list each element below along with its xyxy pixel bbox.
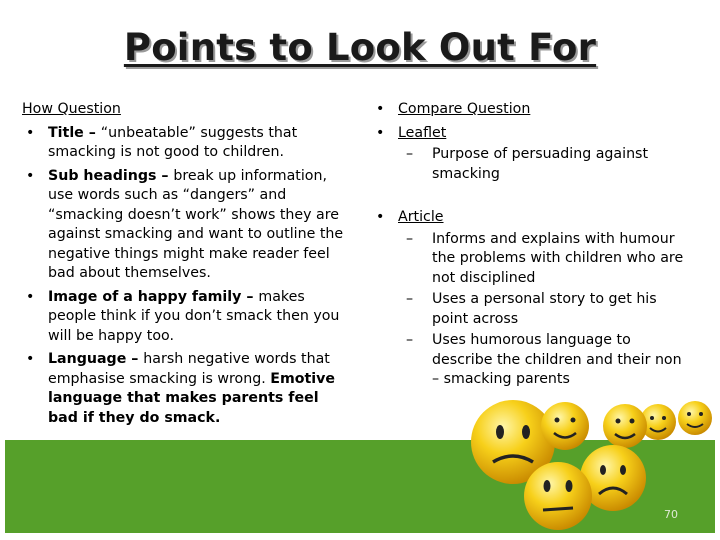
smiley-icon (603, 404, 647, 448)
list-item (372, 124, 692, 144)
bullet-icon: • (376, 101, 385, 117)
bullet-icon: • (376, 124, 385, 141)
list-item (22, 350, 352, 428)
dash-icon: – (406, 146, 414, 162)
smiley-faces-image (455, 378, 720, 540)
item-label: Language – (48, 351, 144, 367)
item-text-bold: Emotive language that makes parents feel bad if they do smack. (48, 370, 335, 426)
item-label: Image of a happy family – (48, 288, 259, 305)
sub-list-item (372, 145, 692, 184)
dash-icon: – (406, 291, 414, 307)
right-column (372, 100, 692, 390)
page-number: 70 (664, 508, 678, 521)
dash-icon: – (406, 332, 414, 348)
sub-item-text: Uses a personal story to get his point across (432, 291, 657, 327)
smiley-icon (678, 401, 712, 435)
sub-item-text: Purpose of persuading against smacking (432, 146, 649, 182)
sub-list-item (372, 230, 692, 289)
list-item (22, 124, 352, 163)
item-text: break up information, use words such as “dangers” and “smacking doesn’t work” shows they are against smacking and want to outline the negative things might make reader feel bad about themselves. (48, 167, 344, 281)
item-text: harsh negative words that emphasise smacking is wrong. (48, 351, 330, 387)
bullet-icon: • (26, 124, 35, 141)
list-item (22, 288, 352, 347)
list-item (22, 167, 352, 284)
compare-question-heading: Compare Question (398, 101, 531, 117)
sub-list-item (372, 290, 692, 329)
article-heading: Article (398, 209, 444, 225)
dash-icon: – (406, 230, 414, 247)
list-item (372, 208, 692, 228)
item-text: “unbeatable” suggests that smacking is not good to children. (48, 124, 298, 160)
item-label: Title – (48, 124, 101, 141)
list-item (372, 100, 692, 120)
slide-title: Points to Look Out For (123, 26, 597, 69)
smiley-icon (541, 402, 589, 450)
sub-item-text: Uses humorous language to describe the children and their non – smacking parents (432, 332, 682, 387)
bullet-icon: • (26, 288, 35, 305)
bullet-icon: • (26, 351, 35, 367)
how-question-heading: How Question (22, 101, 121, 117)
neutral-face-icon (524, 462, 592, 530)
bullet-icon: • (26, 167, 35, 184)
bullet-icon: • (376, 209, 385, 225)
leaflet-heading: Leaflet (398, 124, 447, 141)
sub-item-text: Informs and explains with humour the problems with children who are not disciplined (432, 230, 684, 286)
item-text: makes people think if you don’t smack then you will be happy too. (48, 288, 340, 344)
item-label: Sub headings – (48, 167, 174, 184)
left-column (22, 100, 352, 428)
